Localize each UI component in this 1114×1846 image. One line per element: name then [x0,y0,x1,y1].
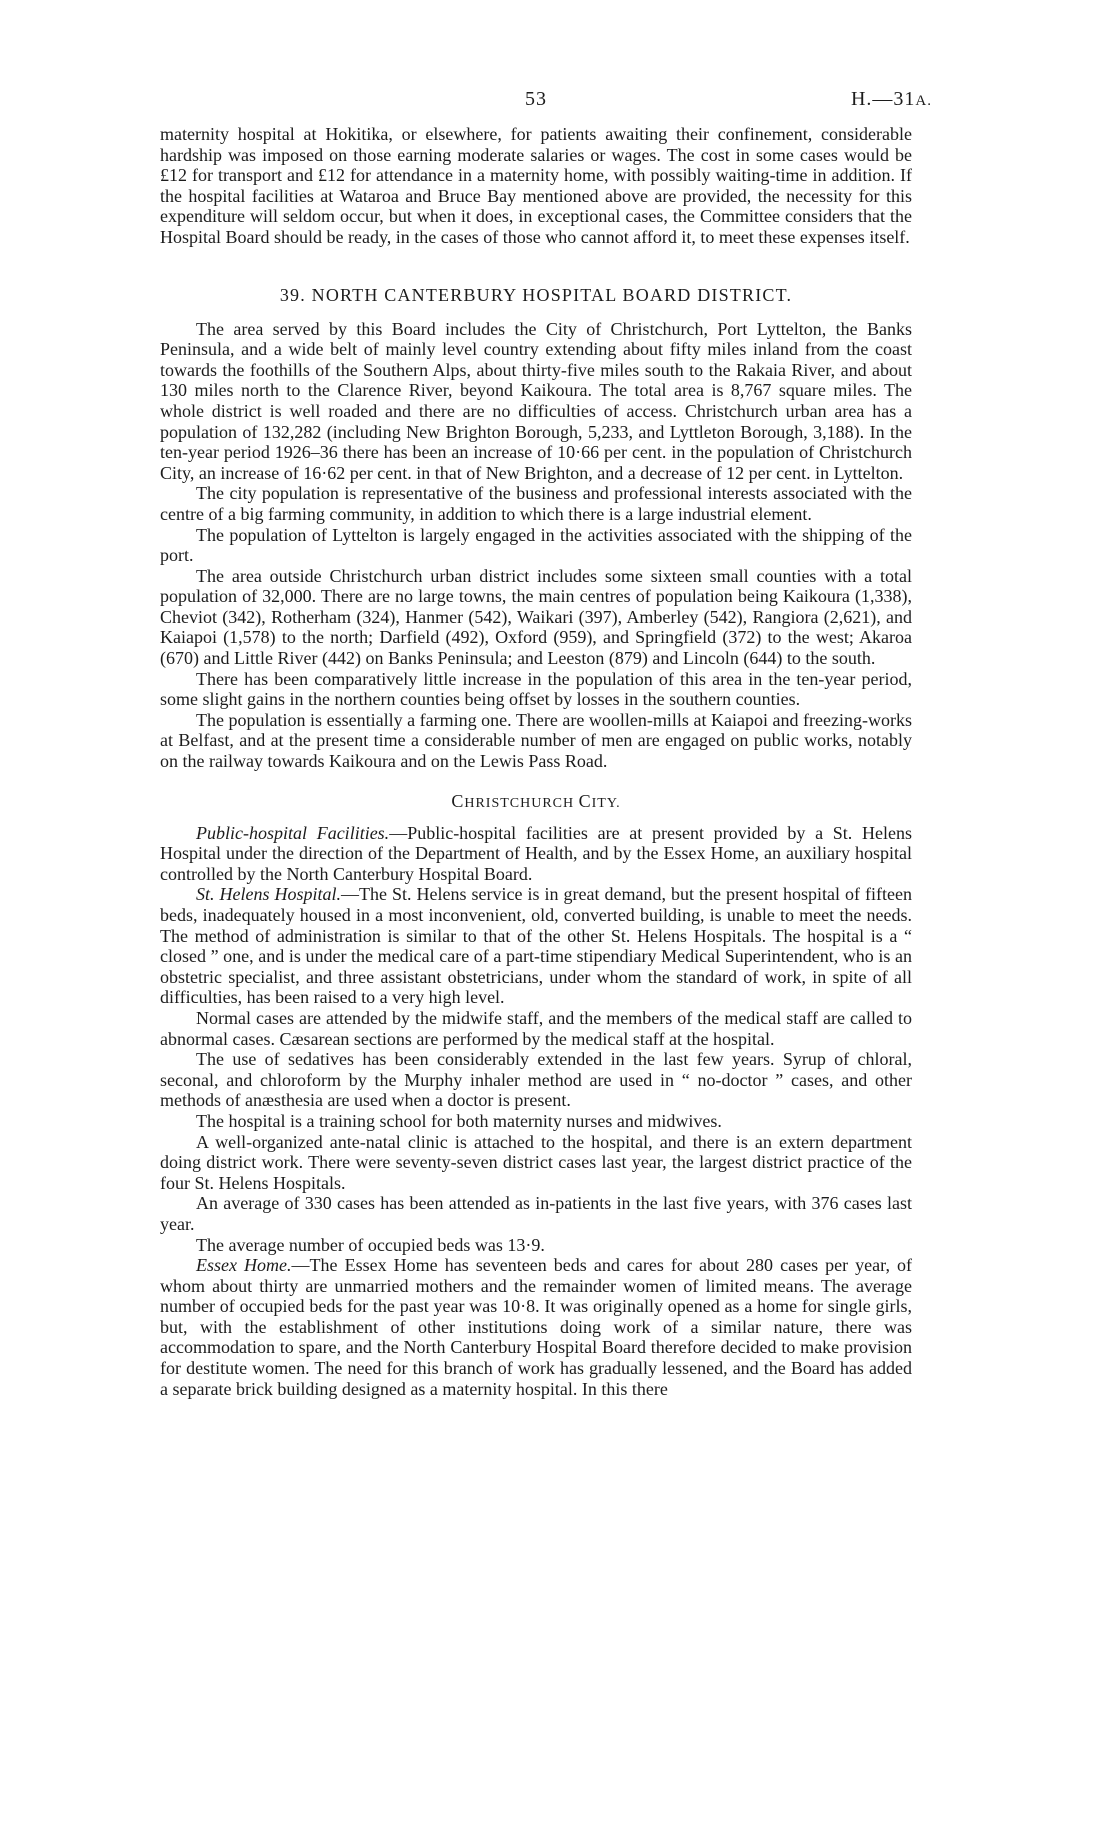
paragraph-ante-natal: A well-organized ante-natal clinic is attached to the hospital, and there is an extern department doing district work. There were seventy-seven district cases last year, the largest district practice of the four St. Helens Hospitals. [160,1131,912,1193]
document-reference-main: H.—31 [850,88,916,110]
paragraph-normal-cases: Normal cases are attended by the midwife staff, and the members of the medical staff are called to abnormal cases. Cæsarean sections are performed by the medical staff at the hospital. [160,1007,912,1049]
paragraph-st-helens [160,884,912,1008]
subsection-heading [160,790,912,815]
section-heading: 39. NORTH CANTERBURY HOSPITAL BOARD DISTRICT. [279,284,793,305]
subsection-heading-initial-1: C [451,790,465,811]
paragraph-population-change: There has been comparatively little increase in the population of this area in the ten-year period, some slight gains in the northern counties being offset by losses in the southern counties. [160,668,912,710]
paragraph-text-essex-home: —The Essex Home has seventeen beds and cares for about 280 cases per year, of whom about thirty are unmarried mothers and the remainder women of limited means. The average number of occupied beds for the past year was 10·8. It was originally opened as a home for single girls, but, with the establishment of other institutions doing work of a similar nature, there was accommodation to spare, and the North Canterbury Hospital Board therefore decided to make provision for destitute women. The need for this branch of work has gradually lessened, and the Board has added a separate brick building designed as a maternity hospital. In this there [160,1255,912,1399]
subsection-heading-rest-2: ITY. [591,795,621,811]
run-in-heading-essex-home: Essex Home. [196,1255,292,1276]
paragraph-training-school: The hospital is a training school for both maternity nurses and midwives. [196,1110,722,1131]
paragraph-occupied-beds: The average number of occupied beds was 13·9. [196,1234,545,1255]
paragraph-counties: The area outside Christchurch urban district includes some sixteen small counties with a total population of 32,000. There are no large towns, the main centres of population being Kaikoura (1,338), Cheviot (342), Rotherham (324), Hanmer (542), Waikari (397), Amberley (542), Rangiora (2,621), and Kaiapoi (1,578) to the north; Darfield (492), Oxford (959), and Springfield (372) to the west; Akaroa (670) and Little River (442) on Banks Peninsula; and Leeston (879) and Lincoln (644) to the south. [160,565,912,669]
document-page [160,88,932,1399]
paragraph-lyttelton: The population of Lyttelton is largely engaged in the activities associated with the shipping of the port. [160,524,912,566]
subsection-heading-initial-2: C [578,790,592,811]
document-reference-suffix: A. [915,93,932,109]
paragraph-essex-home [160,1255,912,1399]
page-number: 53 [525,88,547,110]
paragraph-area: The area served by this Board includes the City of Christchurch, Port Lyttelton, the Banks Peninsula, and a wide belt of mainly level country extending about fifty miles inland from the coast towards the foothills of the Southern Alps, about thirty-five miles south to the Rakaia River, and about 130 miles north to the Clarence River, beyond Kaikoura. The total area is 8,767 square miles. The whole district is well roaded and there are no difficulties of access. Christchurch urban area has a population of 132,282 (including New Brighton Borough, 5,233, and Lyttleton Borough, 3,188). In the ten-year period 1926–36 there has been an increase of 10·66 per cent. in the population of Christchurch City, an increase of 16·62 per cent. in that of New Brighton, and a decrease of 12 per cent. in Lyttelton. [160,318,912,483]
subsection-heading-rest-1: HRISTCHURCH [464,795,579,811]
paragraph-farming: The population is essentially a farming one. There are woollen-mills at Kaiapoi and freezing-works at Belfast, and at the present time a considerable number of men are engaged on public works, notably on the railway towards Kaikoura and on the Lewis Pass Road. [160,709,912,772]
running-head [160,88,932,124]
run-in-heading-st-helens: St. Helens Hospital. [196,884,342,905]
paragraph-intro: maternity hospital at Hokitika, or elsewhere, for patients awaiting their confinement, considerable hardship was imposed on those earning moderate salaries or wages. The cost in some cases would be £12 for transport and £12 for attendance in a maternity home, with possibly waiting-time in addition. If the hospital facilities at Wataroa and Bruce Bay mentioned above are provided, the necessity for this expenditure will seldom occur, but when it does, in exceptional cases, the Committee considers that the Hospital Board should be ready, in the cases of those who cannot afford it, to meet these expenses itself. [160,124,912,247]
paragraph-text-public-facilities: —Public-hospital facilities are at present provided by a St. Helens Hospital under the direction of the Department of Health, and by the Essex Home, an auxiliary hospital controlled by the North Canterbury Hospital Board. [160,822,912,884]
paragraph-average-cases: An average of 330 cases has been attended as in-patients in the last five years, with 376 cases last year. [160,1193,912,1234]
run-in-heading-public-facilities: Public-hospital Facilities. [196,822,390,843]
paragraph-city-population: The city population is representative of the business and professional interests associated with the centre of a big farming community, in addition to which there is a large industrial element. [160,483,912,524]
paragraph-sedatives: The use of sedatives has been considerably extended in the last few years. Syrup of chloral, seconal, and chloroform by the Murphy inhaler method are used in “ no-doctor ” cases, and other methods of anæsthesia are used when a doctor is present. [160,1049,912,1111]
paragraph-text-st-helens: —The St. Helens service is in great demand, but the present hospital of fifteen beds, inadequately housed in a most inconvenient, old, converted building, is unable to meet the needs. The method of administration is similar to that of the other St. Helens Hospitals. The hospital is a “ closed ” one, and is under the medical care of a part-time stipendiary Medical Superintendent, who is an obstetric specialist, and three assistant obstetricians, under whom the standard of work, in spite of all difficulties, has been raised to a very high level. [160,884,912,1008]
document-reference [851,88,932,111]
paragraph-public-facilities [160,823,912,885]
